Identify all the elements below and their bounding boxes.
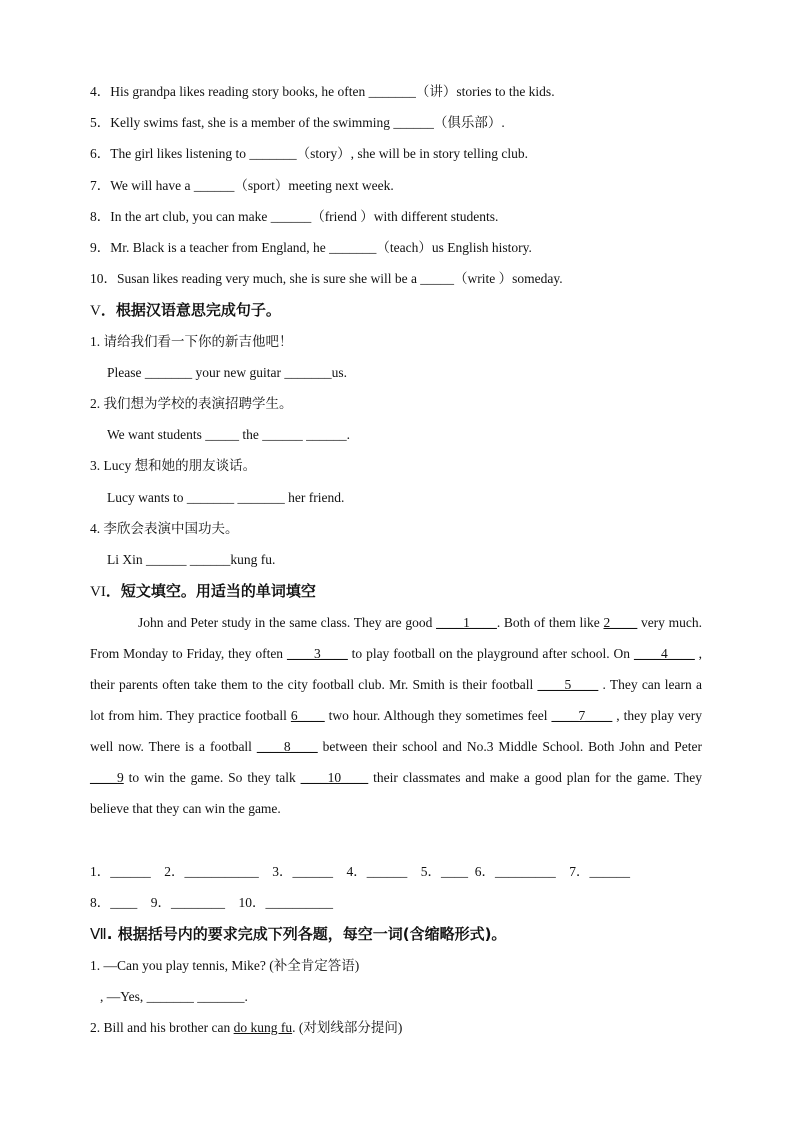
blank-6: 6____ [290, 708, 325, 723]
section-7-question-1-answer: , —Yes, _______ _______. [100, 989, 248, 1004]
answer-blanks-row-2: 8．____ 9．________ 10．__________ [90, 895, 333, 910]
blank-2: 2____ [603, 615, 638, 630]
section-5-item-4-english: Li Xin ______ ______kung fu. [107, 552, 276, 567]
answer-blanks-row-1: 1．______ 2．___________ 3．______ 4．______ 5．____ 6．_________ 7．______ [90, 864, 630, 879]
exercise-item-4: 4．His grandpa likes reading story books, he often _______（讲）stories to the kids. [90, 84, 555, 99]
blank-9: ____9 [90, 770, 124, 785]
section-5-item-2-chinese: 2. 我们想为学校的表演招聘学生。 [90, 396, 293, 411]
blank-4: ____4____ [633, 646, 695, 661]
blank-1: ____1____ [436, 615, 497, 630]
blank-8: ____8____ [256, 739, 318, 754]
section-5-heading: V．根据汉语意思完成句子。 [90, 301, 281, 319]
section-5-item-2-english: We want students _____ the ______ ______. [107, 427, 351, 442]
cloze-passage: John and Peter study in the same class. They are good ____1____. Both of them like 2____ very much. From Monday to Friday, they often ____3____ to play football on the playground after school. On ____4____ , their parents often take them to the city football club. Mr. Smith is their football ____5____ . They can learn a lot from him. They practice football 6____ two hour. Although they sometimes feel ____7____ , they play very well now. There is a football ____8____ between their school and No.3 Middle School. Both John and Peter ____9 to win the game. So they talk ____10____ their classmates and make a good plan for the game. They believe that they can win the game. [90, 615, 703, 816]
exercise-item-5: 5．Kelly swims fast, she is a member of the swimming ______（俱乐部）. [90, 115, 505, 130]
underlined-phrase: do kung fu [233, 1020, 293, 1035]
section-5-item-3-chinese: 3. Lucy 想和她的朋友谈话。 [90, 458, 257, 473]
exercise-item-8: 8．In the art club, you can make ______（friend ）with different students. [90, 209, 499, 224]
section-5-item-4-chinese: 4. 李欣会表演中国功夫。 [90, 521, 239, 536]
blank-7: ____7____ [551, 708, 613, 723]
section-5-item-3-english: Lucy wants to _______ _______ her friend. [107, 490, 345, 505]
blank-10: ____10____ [300, 770, 369, 785]
exercise-item-7: 7．We will have a ______（sport）meeting next week. [90, 178, 394, 193]
section-7-question-1: 1. —Can you play tennis, Mike? (补全肯定答语) [90, 958, 360, 973]
exercise-item-10: 10．Susan likes reading very much, she is sure she will be a _____（write ）someday. [90, 271, 563, 286]
section-7-question-2: 2. Bill and his brother can do kung fu. (对划线部分提问) [90, 1020, 403, 1035]
section-6-heading: VI．短文填空。用适当的单词填空 [90, 582, 316, 600]
blank-5: ____5____ [537, 677, 599, 692]
section-7-heading: Ⅶ. 根据括号内的要求完成下列各题，每空一词(含缩略形式)。 [90, 925, 507, 943]
blank-3: ____3____ [286, 646, 348, 661]
section-5-item-1-chinese: 1. 请给我们看一下你的新吉他吧！ [90, 334, 293, 349]
exercise-item-9: 9．Mr. Black is a teacher from England, he _______（teach）us English history. [90, 240, 532, 255]
exercise-item-6: 6．The girl likes listening to _______（story）, she will be in story telling club. [90, 146, 528, 161]
section-5-item-1-english: Please _______ your new guitar _______us. [107, 365, 347, 380]
